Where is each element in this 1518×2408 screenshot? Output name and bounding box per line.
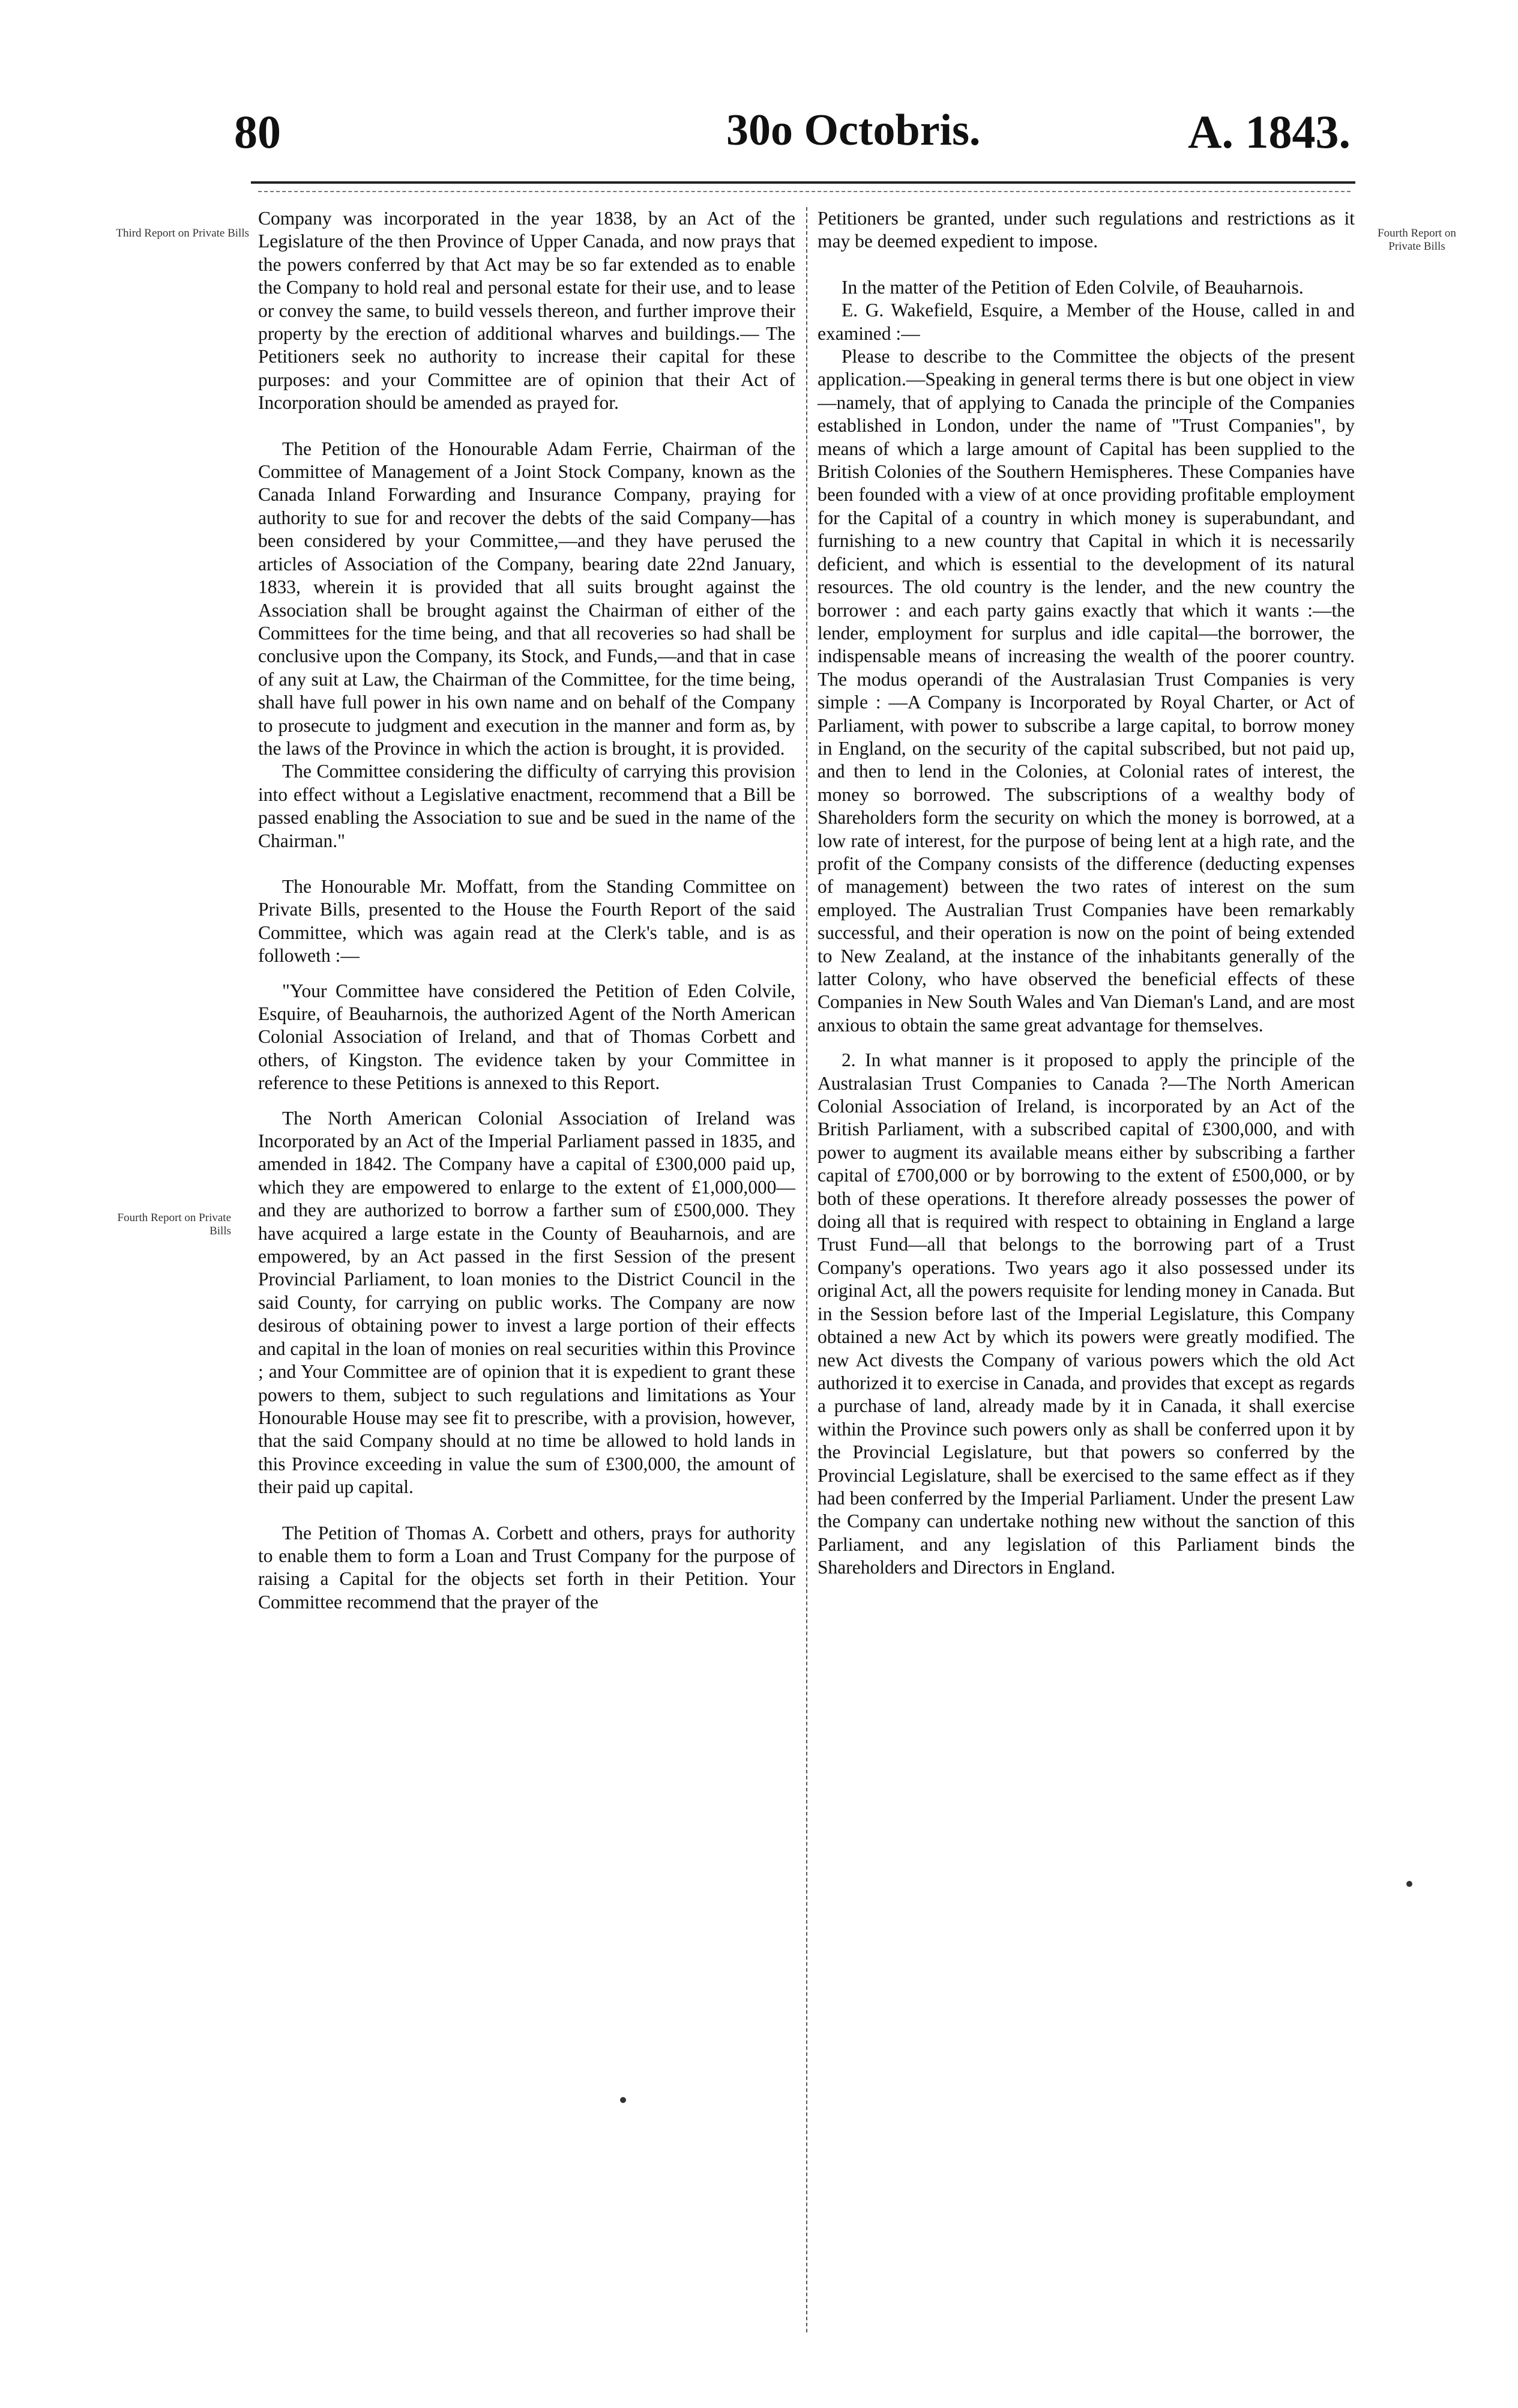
page-number: 80: [234, 106, 281, 158]
right-paragraph: 2. In what manner is it proposed to apply the principle of the Australasian Trust Companies to Canada ?—The North American Colonial Association of Ireland, is incorporated by an Act of the British Parliament, with a subscribed capital of £300,000, and with power to augment its available means either by subscribing a farther capital of £700,000 or by borrowing to the extent of £500,000, or by both of these operations. It therefore already possesses the power of doing all that is required with respect to obtaining in England a large Trust Fund—all that belongs to the borrowing part of a Trust Company's operations. Two years ago it also possessed under its original Act, all the powers requisite for lending money in Canada. But in the Session before last of the Imperial Legislature, this Company obtained a new Act by which its powers were greatly modified. The new Act divests the Company of various powers which the old Act authorized it to exercise in Canada, and provides that except as regards a purchase of land, already made by it in Canada, it shall exercise within the Province such powers only as shall be conferred upon it by the Provincial Legislature, but that powers so conferred by the Provincial Legislature, shall be exercised to the same effect as if they had been conferred by the Imperial Parliament. Under the present Law the Company can undertake nothing new without the sanction of this Parliament, and any legislation of this Parliament binds the Shareholders and Directors in England.: [818, 1049, 1355, 1578]
left-paragraph: The North American Colonial Association of Ireland was Incorporated by an Act of the Imperial Parliament passed in 1835, and amended in 1842. The Company have a capital of £300,000 paid up, which they are empowered to enlarge to the extent of £1,000,000—and they are authorized to borrow a farther sum of £500,000. They have acquired a large estate in the County of Beauharnois, and are empowered, by an Act passed in the first Session of the present Provincial Parliament, to loan monies to the District Council in the said County, for carrying on public works. The Company are now desirous of obtaining power to invest a large portion of their effects and capital in the loan of monies on real securities within this Province ; and Your Committee are of opinion that it is expedient to grant these powers to them, subject to such regulations and limitations as Your Honourable House may see fit to prescribe, with a provision, however, that the said Company should at no time be allowed to hold lands in this Province exceeding in value the sum of £300,000, the amount of their paid up capital.: [258, 1107, 795, 1498]
header-rule-dashed: [258, 191, 1351, 192]
left-column: [258, 207, 795, 1614]
page-header: [234, 105, 1351, 171]
right-paragraph: Petitioners be granted, under such regulations and restrictions as it may be deemed expedient to impose.: [818, 208, 1355, 252]
left-paragraph: The Committee considering the difficulty of carrying this provision into effect without a Legislative enactment, recommend that a Bill be passed enabling the Association to sue and be sued in the name of the Chairman.": [258, 761, 795, 851]
left-paragraph: "Your Committee have considered the Petition of Eden Colvile, Esquire, of Beauharnois, the authorized Agent of the North American Colonial Association of Ireland, and that of Thomas Corbett and others, of Kingston. The evidence taken by your Committee in reference to these Petitions is annexed to this Report.: [258, 980, 795, 1094]
right-paragraph: Please to describe to the Committee the objects of the present application.—Speaking in general terms there is but one object in view—namely, that of applying to Canada the principle of the Companies established in London, under the name of "Trust Companies", by means of which a large amount of Capital has been supplied to the British Colonies of the Southern Hemispheres. These Companies have been founded with a view of at once providing profitable employment for the Capital of a country in which money is superabundant, and furnishing to a new country that Capital in which it is necessarily deficient, and which is essential to the development of its natural resources. The old country is the lender, and the new country the borrower : and each party gains exactly that which it wants :—the lender, employment for surplus and idle capital—the borrower, the indispensable means of increasing the wealth of the poorer country. The modus operandi of the Australasian Trust Companies is very simple : —A Company is Incorporated by Royal Charter, or Act of Parliament, with power to subscribe a large capital, to borrow money in England, on the security of the capital subscribed, but not paid up, and then to lend in the Colonies, at Colonial rates of interest, the money so borrowed. The subscriptions of a wealthy body of Shareholders form the security on which the money is borrowed, at a low rate of interest, for the purpose of being lent at a high rate, and the profit of the Company consists of the difference (deducting expenses of management) between the two rates of interest on the sum employed. The Australian Trust Companies have been remarkably successful, and their operation is now on the point of being extended to New Zealand, at the instance of the inhabitants generally of the latter Colony, who have observed the beneficial effects of these Companies in New South Wales and Van Dieman's Land, and are most anxious to obtain the same great advantage for themselves.: [818, 346, 1355, 1036]
header-rule: [251, 181, 1355, 184]
margin-note-third-report: Third Report on Private Bills: [116, 227, 249, 240]
column-divider: [806, 207, 807, 2332]
margin-note-fourth-report-right: Fourth Report on Private Bills: [1378, 227, 1456, 253]
margin-note-fourth-report-left: Fourth Report on Private Bills: [117, 1212, 231, 1237]
page-year: A. 1843.: [1188, 106, 1351, 158]
left-paragraph: The Honourable Mr. Moffatt, from the Standing Committee on Private Bills, presented to the House the Fourth Report of the said Committee, which was again read at the Clerk's table, and is as followeth :—: [258, 875, 795, 967]
page-date: 30o Octobris.: [726, 106, 981, 155]
right-paragraph: E. G. Wakefield, Esquire, a Member of the House, called in and examined :—: [818, 300, 1355, 344]
ink-spot: [620, 2097, 626, 2103]
left-paragraph: Company was incorporated in the year 1838, by an Act of the Legislature of the then Province of Upper Canada, and now prays that the powers conferred by that Act may be so far extended as to enable the Company to hold real and personal estate for their use, and to lease or convey the same, to build vessels thereon, and further improve their property by the erection of additional wharves and buildings.— The Petitioners seek no authority to increase their capital for these purposes: and your Committee are of opinion that their Act of Incorporation should be amended as prayed for.: [258, 208, 795, 414]
left-paragraph: The Petition of Thomas A. Corbett and others, prays for authority to enable them to form a Loan and Trust Company for the purpose of raising a Capital for the objects set forth in their Petition. Your Committee recommend that the prayer of the: [258, 1522, 795, 1613]
right-column: [818, 207, 1355, 1580]
left-paragraph: The Petition of the Honourable Adam Ferrie, Chairman of the Committee of Management of a Joint Stock Company, known as the Canada Inland Forwarding and Insurance Company, praying for authority to sue for and recover the debts of the said Company—has been considered by your Committee,—and they have perused the articles of Association of the Company, bearing date 22nd January, 1833, wherein it is provided that all suits brought against the Association shall be brought against the Chairman of either of the Committees for the time being, and that all recoveries so had shall be conclusive upon the Company, its Stock, and Funds,—and that in case of any suit at Law, the Chairman of the Committee, for the time being, shall have full power in his own name and on behalf of the Company to prosecute to judgment and execution in the manner and form as, by the laws of the Province in which the action is brought, it is provided.: [258, 438, 795, 759]
right-paragraph: In the matter of the Petition of Eden Colvile, of Beauharnois.: [842, 276, 1304, 298]
ink-spot: [1406, 1881, 1412, 1887]
